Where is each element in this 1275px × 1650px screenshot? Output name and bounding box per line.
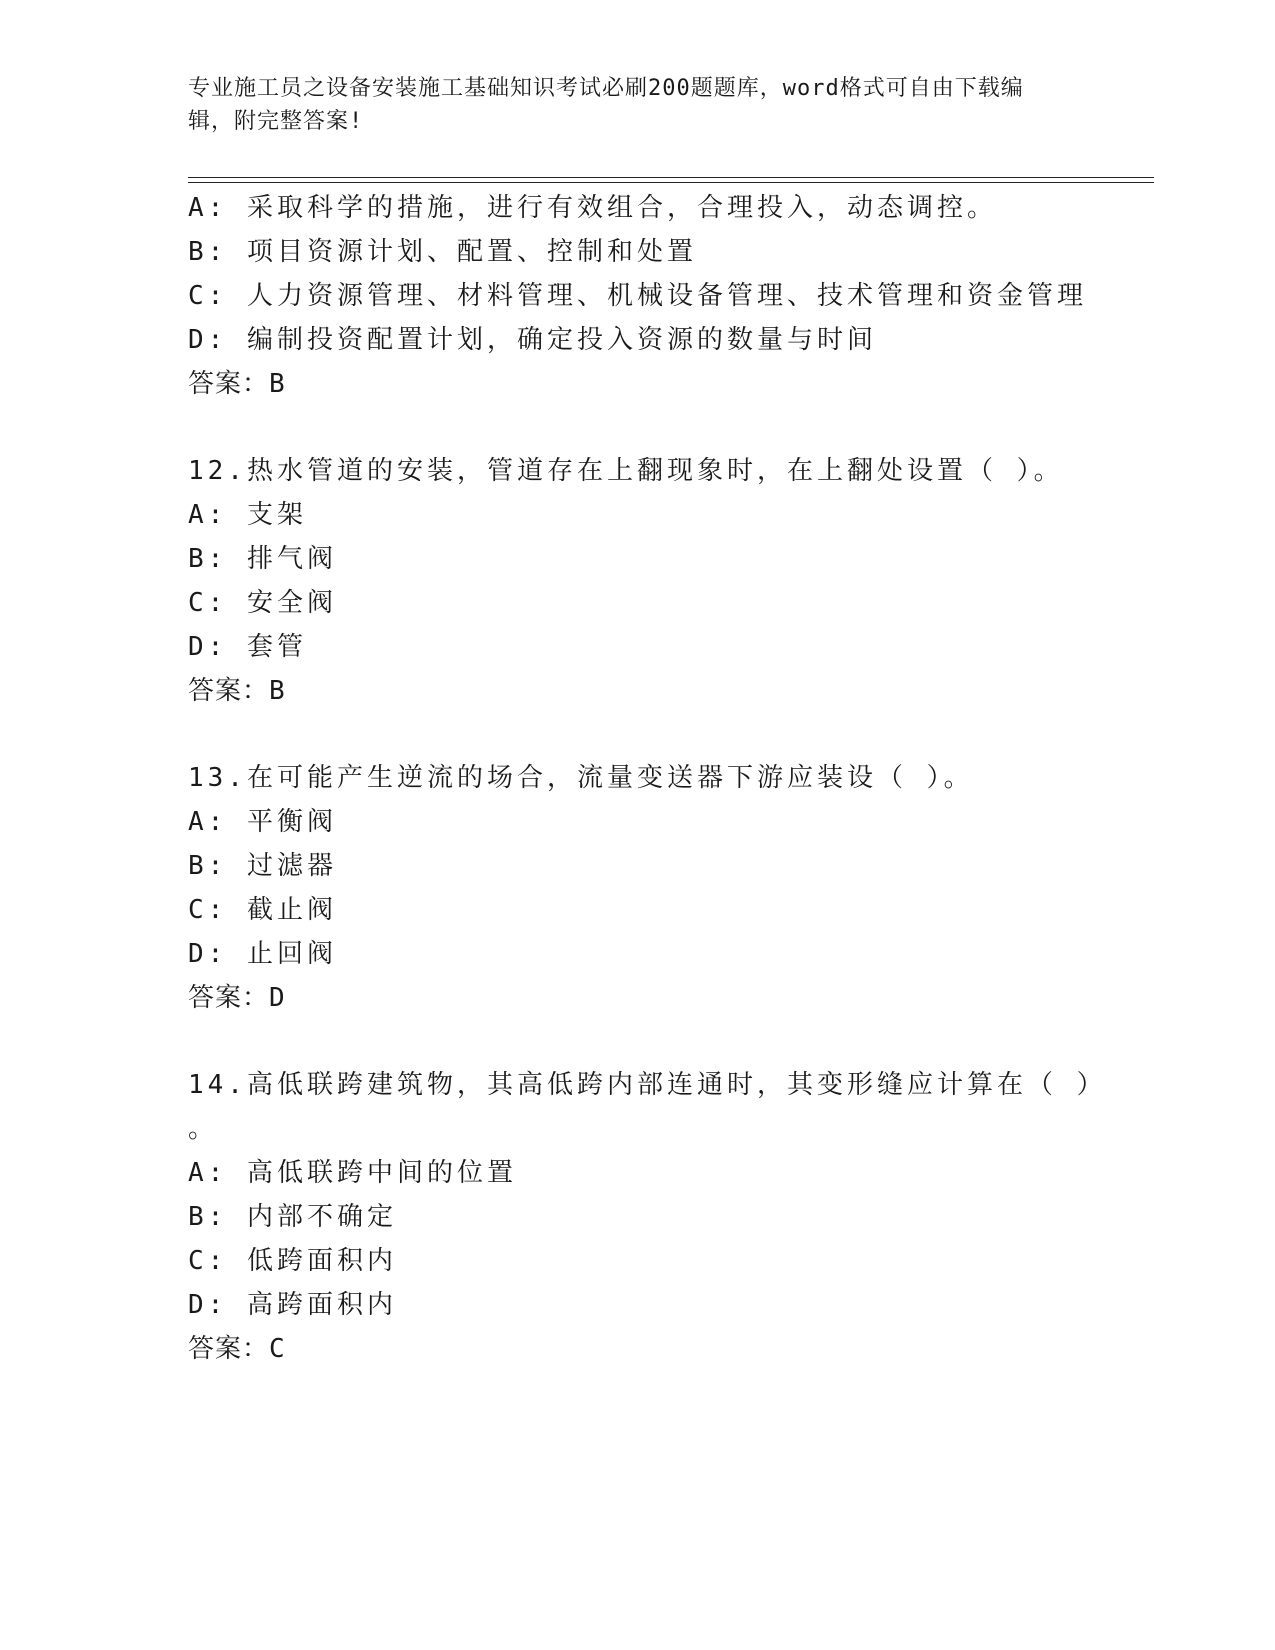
answer-line: 答案：C [188,1334,286,1364]
option-a: A: 采取科学的措施，进行有效组合，合理投入，动态调控。 [188,193,997,223]
answer-line: 答案：B [188,369,286,399]
option-c: C: 低跨面积内 [188,1246,397,1276]
header-divider-top [188,177,1154,178]
option-b: B: 项目资源计划、配置、控制和处置 [188,237,697,267]
header-divider-bottom [188,182,1154,183]
option-a: A: 平衡阀 [188,807,337,837]
option-c: C: 安全阀 [188,588,337,618]
answer-line: 答案：B [188,676,286,706]
document-header: 专业施工员之设备安装施工基础知识考试必刷200题题库，word格式可自由下载编辑，附完整答案! [188,76,1024,134]
option-a: A: 高低联跨中间的位置 [188,1158,517,1188]
option-a: A: 支架 [188,500,307,530]
question-text: 13.在可能产生逆流的场合，流量变送器下游应装设（ ）。 [188,763,974,793]
option-b: B: 排气阀 [188,544,337,574]
option-d: D: 套管 [188,632,307,662]
answer-line: 答案：D [188,983,286,1013]
option-c: C: 截止阀 [188,895,337,925]
question-text-continued: 。 [188,1114,219,1144]
option-b: B: 内部不确定 [188,1202,397,1232]
option-d: D: 止回阀 [188,939,337,969]
question-text: 12.热水管道的安装，管道存在上翻现象时，在上翻处设置（ ）。 [188,456,1064,486]
option-d: D: 高跨面积内 [188,1290,397,1320]
question-text: 14.高低联跨建筑物，其高低跨内部连通时，其变形缝应计算在（ ） [188,1070,1107,1100]
option-c: C: 人力资源管理、材料管理、机械设备管理、技术管理和资金管理 [188,281,1087,311]
option-b: B: 过滤器 [188,851,337,881]
option-d: D: 编制投资配置计划，确定投入资源的数量与时间 [188,325,877,355]
